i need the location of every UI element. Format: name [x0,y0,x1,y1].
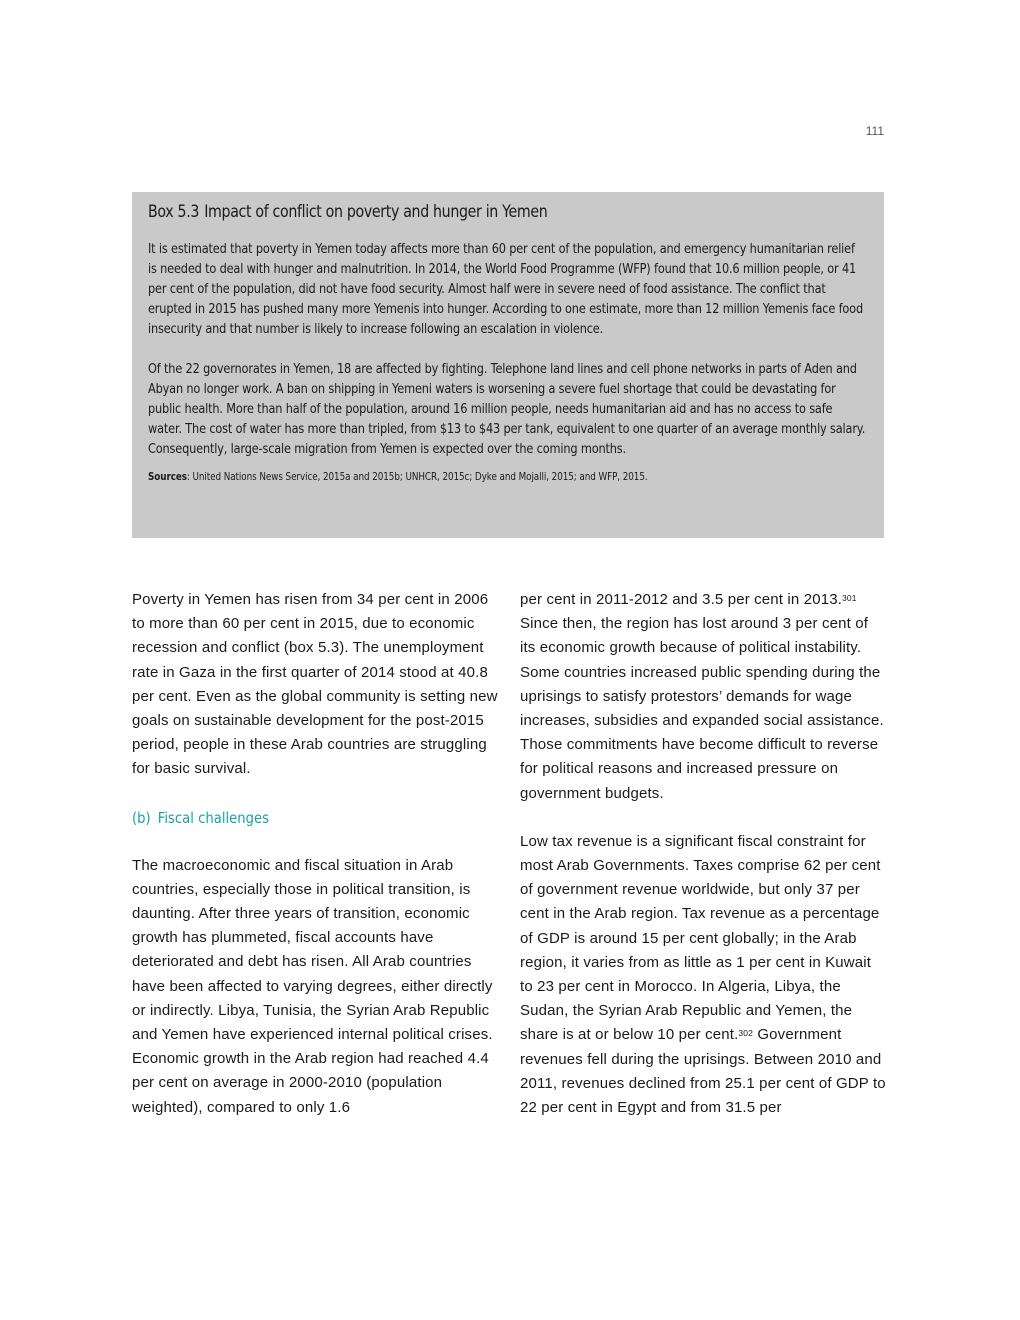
sources-label: Sources [148,471,187,483]
section-label: (b) [132,808,151,827]
paragraph-text: Since then, the region has lost around 3 per cent of its economic growth because of political instability. Some countries increased public spending during the uprisings to satisfy protestors’ demands for wage increases, subsidies and expanded social assistance. Those commitments have become difficult to reverse for political reasons and increased pressure on government budgets. [520,615,884,802]
page-number: 111 [865,124,884,138]
box-title [148,202,767,221]
box-paragraph: Of the 22 governorates in Yemen, 18 are affected by fighting. Telephone land lines and cell phone networks in parts of Aden and Abyan no longer work. A ban on shipping in Yemeni waters is worsening a severe fuel shortage that could be devastating for public health. More than half of the population, around 16 million people, needs humanitarian aid and has no access to safe water. The cost of water has more than tripled, from $13 to $43 per tank, equivalent to one quarter of an average monthly salary. Consequently, large-scale migration from Yemen is expected over the coming months. [148,361,866,457]
section-title: Fiscal challenges [157,808,270,827]
body-paragraph: The macroeconomic and fiscal situation in Arab countries, especially those in political transition, is daunting. After three years of transition, economic growth has plummeted, fiscal accounts have deteriorated and debt has risen. All Arab countries have been affected to varying degrees, either directly or indirectly. Libya, Tunisia, the Syrian Arab Republic and Yemen have experienced internal political crises. Economic growth in the Arab region had reached 4.4 per cent on average in 2000-2010 (population weighted), compared to only 1.6 [132,856,493,1116]
box-label: Box 5.3 [148,202,200,221]
sources-text: : United Nations News Service, 2015a and 2015b; UNHCR, 2015c; Dyke and Mojalli, 2015; and WFP, 2015. [186,471,648,483]
box-paragraph: It is estimated that poverty in Yemen today affects more than 60 per cent of the population, and emergency humanitarian relief is needed to deal with hunger and malnutrition. In 2014, the World Food Programme (WFP) found that 10.6 million people, or 41 per cent of the population, did not have food security. Almost half were in severe need of food assistance. The conflict that erupted in 2015 has pushed many more Yemenis into hunger. According to one estimate, more than 12 million Yemenis face food insecurity and that number is likely to increase following an escalation in violence. [148,241,863,337]
footnote-ref[interactable]: 301 [842,593,857,603]
left-column [132,588,504,1120]
paragraph-text: Government revenues fell during the uprisings. Between 2010 and 2011, revenues declined from 25.1 per cent of GDP to 22 per cent in Egypt and from 31.5 per [520,1026,886,1117]
box-title-text: Impact of conflict on poverty and hunger in Yemen [204,202,548,221]
body-paragraph [520,830,886,1120]
box-5-3 [132,192,884,538]
body-paragraph [520,588,886,806]
paragraph-text: Low tax revenue is a significant fiscal constraint for most Arab Governments. Taxes comprise 62 per cent of government revenue worldwide, but only 37 per cent in the Arab region. Tax revenue as a percentage of GDP is around 15 per cent globally; in the Arab region, it varies from as little as 1 per cent in Kuwait to 23 per cent in Morocco. In Algeria, Libya, the Sudan, the Syrian Arab Republic and Yemen, the share is at or below 10 per cent. [520,832,881,1044]
section-heading [132,806,459,830]
right-column [520,588,886,1120]
footnote-ref[interactable]: 302 [738,1028,754,1039]
body-paragraph: Poverty in Yemen has risen from 34 per cent in 2006 to more than 60 per cent in 2015, due to economic recession and conflict (box 5.3). The unemployment rate in Gaza in the first quarter of 2014 stood at 40.8 per cent. Even as the global community is setting new goals on sustainable development for the post-2015 period, people in these Arab countries are struggling for basic survival. [132,591,498,778]
box-sources [148,471,753,483]
paragraph-text: per cent in 2011-2012 and 3.5 per cent in 2013. [520,591,843,608]
